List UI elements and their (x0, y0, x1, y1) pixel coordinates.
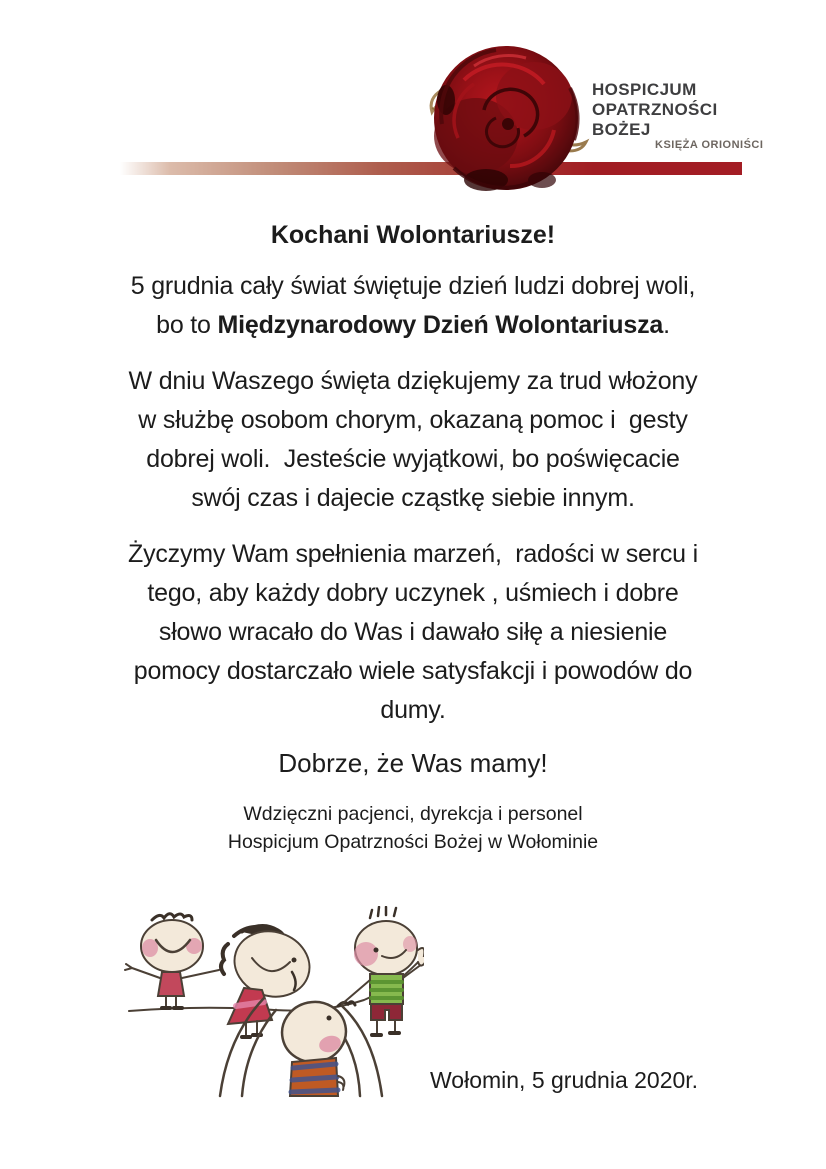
paragraph-2 (0, 362, 826, 518)
body-line: dumy. (380, 696, 446, 724)
body-line: tego, aby każdy dobry uczynek , uśmiech i dobre (147, 579, 679, 607)
org-name-line: OPATRZNOŚCI (592, 100, 718, 119)
body-line: w służbę osobom chorym, okazaną pomoc i gesty (138, 406, 688, 434)
body-text-bold: Międzynarodowy Dzień Wolontariusza (217, 311, 664, 339)
signature-line: Wdzięczni pacjenci, dyrekcja i personel (243, 803, 583, 825)
body-line: pomocy dostarczało wiele satysfakcji i powodów do (133, 657, 693, 685)
org-subtitle: KSIĘŻA ORIONIŚCI (655, 139, 764, 151)
body-text: . (663, 311, 670, 339)
letter-body (0, 220, 826, 856)
children-illustration (124, 906, 424, 1098)
dateline: Wołomin, 5 grudnia 2020r. (430, 1067, 699, 1093)
rose-icon (424, 38, 594, 202)
kid-left (125, 914, 219, 1008)
body-line: swój czas i dajecie cząstkę siebie innym. (191, 484, 635, 512)
body-line: 5 grudnia cały świat świętuje dzień ludzi dobrej woli, (130, 272, 696, 300)
closing-line: Dobrze, że Was mamy! (278, 748, 548, 778)
org-name (592, 80, 718, 140)
body-line: słowo wracało do Was i dawało siłę a niesienie (158, 618, 668, 646)
org-name-line: BOŻEJ (592, 120, 651, 139)
paragraph-1 (0, 267, 826, 345)
org-name-line: HOSPICJUM (592, 80, 697, 99)
body-line (0, 306, 826, 345)
body-line: W dniu Waszego święta dziękujemy za trud włożony (128, 367, 698, 395)
body-text: bo to (156, 311, 218, 339)
letter-title: Kochani Wolontariusze! (270, 221, 556, 249)
signature-block (0, 800, 826, 856)
signature-line: Hospicjum Opatrzności Bożej w Wołominie (227, 831, 599, 853)
kid-right (342, 907, 424, 1035)
paragraph-3 (0, 535, 826, 730)
body-line: dobrej woli. Jesteście wyjątkowi, bo poświęcacie (146, 445, 680, 473)
body-line: Życzymy Wam spełnienia marzeń, radości w sercu i (128, 540, 698, 568)
